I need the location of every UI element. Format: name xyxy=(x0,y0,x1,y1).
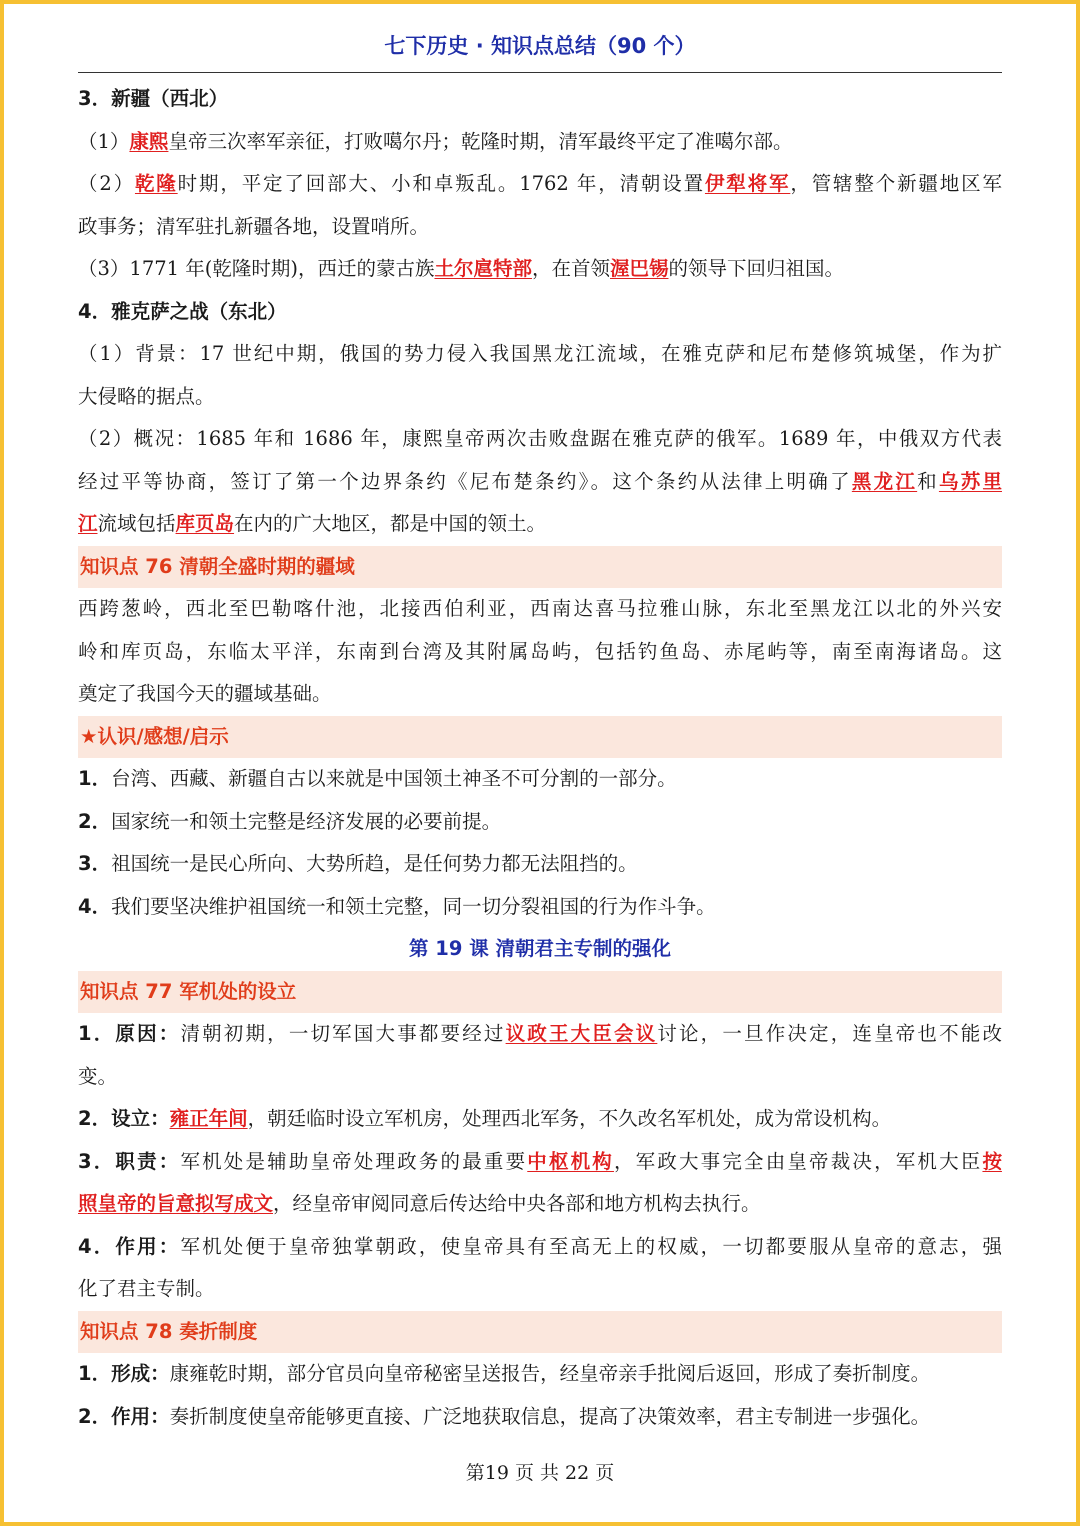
text: ，管辖整个新疆地区军 xyxy=(790,172,1002,195)
text: （3）1771 年(乾隆时期)，西迁的蒙古族 xyxy=(78,257,435,280)
knowledge-point-heading-78: 知识点 78 奏折制度 xyxy=(78,1311,1002,1354)
paragraph xyxy=(78,461,1002,504)
highlight-term: 议政王大臣会议 xyxy=(505,1022,658,1045)
text: 皇帝三次率军亲征，打败噶尔丹；乾隆时期，清军最终平定了准噶尔部。 xyxy=(168,129,793,153)
list-number: 3． xyxy=(78,852,112,875)
paragraph xyxy=(78,503,1002,546)
text: 讨论，一旦作决定，连皇帝也不能改 xyxy=(657,1022,1002,1045)
paragraph xyxy=(78,121,1002,164)
paragraph: （2）概况：1685 年和 1686 年，康熙皇帝两次击败盘踞在雅克萨的俄军。1689 年，中俄双方代表 xyxy=(78,427,1002,450)
highlight-term: 黑龙江 xyxy=(851,469,918,493)
list-number: 1． xyxy=(78,767,112,790)
paragraph: 岭和库页岛，东临太平洋，东南到台湾及其附属岛屿，包括钓鱼岛、赤尾屿等，南至南海诸岛。这 xyxy=(78,639,1002,663)
section-heading-yaksa: 4．雅克萨之战（东北） xyxy=(78,299,287,323)
paragraph xyxy=(78,163,1002,206)
item-label: 3．职责： xyxy=(78,1149,181,1173)
text: 我们要坚决维护祖国统一和领土完整，同一切分裂祖国的行为作斗争。 xyxy=(111,894,716,918)
highlight-term: 中枢机构 xyxy=(527,1149,614,1173)
insight-heading: ★认识/感想/启示 xyxy=(78,716,1002,759)
text: ，在首领 xyxy=(531,257,610,280)
text: （2） xyxy=(78,172,135,195)
list-item xyxy=(78,758,1002,801)
text: 国家统一和领土完整是经济发展的必要前提。 xyxy=(111,809,502,833)
text: 康雍乾时期，部分官员向皇帝秘密呈送报告，经皇帝亲手批阅后返回，形成了奏折制度。 xyxy=(169,1362,931,1385)
highlight-term: 康熙 xyxy=(129,129,169,153)
paragraph: 政事务；清军驻扎新疆各地，设置哨所。 xyxy=(78,214,430,238)
list-item xyxy=(78,843,1002,886)
paragraph: 奠定了我国今天的疆域基础。 xyxy=(78,682,332,705)
text: 奏折制度使皇帝能够更直接、广泛地获取信息，提高了决策效率，君主专制进一步强化。 xyxy=(169,1404,931,1428)
text: 和 xyxy=(917,469,939,493)
highlight-term: 渥巴锡 xyxy=(609,257,669,280)
text: 军机处是辅助皇帝处理政务的最重要 xyxy=(180,1149,528,1173)
document-body xyxy=(78,78,1002,1438)
paragraph xyxy=(78,248,1002,291)
highlight-term: 库页岛 xyxy=(175,512,235,535)
paragraph: 变。 xyxy=(78,1064,118,1088)
paragraph: （1）背景：17 世纪中期，俄国的势力侵入我国黑龙江流域，在雅克萨和尼布楚修筑城堡，作为扩 xyxy=(78,342,1002,365)
highlight-term: 乌苏里 xyxy=(938,469,1002,493)
paragraph: 西跨葱岭，西北至巴勒喀什池，北接西伯利亚，西南达喜马拉雅山脉，东北至黑龙江以北的外兴安 xyxy=(78,597,1002,620)
paragraph: 化了君主专制。 xyxy=(78,1277,215,1300)
text: ，军政大事完全由皇帝裁决，军机大臣 xyxy=(613,1149,983,1173)
section-heading-xinjiang: 3．新疆（西北） xyxy=(78,87,229,110)
text: 在内的广大地区，都是中国的领土。 xyxy=(234,512,547,535)
highlight-term: 照皇帝的旨意拟写成文 xyxy=(78,1192,274,1215)
list-item xyxy=(78,1353,1002,1396)
page-number: 第19 页 共 22 页 xyxy=(465,1462,615,1484)
list-item xyxy=(78,801,1002,844)
list-item xyxy=(78,1098,1002,1141)
highlight-term: 雍正年间 xyxy=(169,1107,248,1130)
highlight-term: 乾隆 xyxy=(134,172,178,195)
text: 清朝初期，一切军国大事都要经过 xyxy=(180,1022,506,1045)
highlight-term: 江 xyxy=(78,512,98,535)
text: 时期，平定了回部大、小和卓叛乱。1762 年，清朝设置 xyxy=(177,172,705,195)
item-label: 2．设立： xyxy=(78,1107,170,1130)
paragraph: 大侵略的据点。 xyxy=(78,384,215,408)
text: 经过平等协商，签订了第一个边界条约《尼布楚条约》。这个条约从法律上明确了 xyxy=(78,469,852,493)
highlight-term: 按 xyxy=(982,1149,1002,1173)
paragraph xyxy=(78,1183,1002,1226)
item-label: 2．作用： xyxy=(78,1404,170,1428)
highlight-term: 土尔扈特部 xyxy=(434,257,532,280)
header-divider xyxy=(78,72,1002,73)
list-number: 2． xyxy=(78,809,112,833)
item-label: 4．作用： xyxy=(78,1234,181,1258)
list-item xyxy=(78,1141,1002,1184)
highlight-term: 伊犁将军 xyxy=(704,172,791,195)
list-item xyxy=(78,1013,1002,1056)
lesson-title: 第 19 课 清朝君主专制的强化 xyxy=(408,937,671,960)
text: 祖国统一是民心所向、大势所趋，是任何势力都无法阻挡的。 xyxy=(111,852,638,875)
item-label: 1．原因： xyxy=(78,1022,181,1045)
list-number: 4． xyxy=(78,894,112,918)
text: ，经皇帝审阅同意后传达给中央各部和地方机构去执行。 xyxy=(273,1192,761,1215)
page-header-title: 七下历史 · 知识点总结（90 个） xyxy=(384,34,696,58)
text: ，朝廷临时设立军机房，处理西北军务，不久改名军机处，成为常设机构。 xyxy=(247,1107,892,1130)
list-item xyxy=(78,886,1002,929)
item-label: 1．形成： xyxy=(78,1362,170,1385)
text: 台湾、西藏、新疆自古以来就是中国领土神圣不可分割的一部分。 xyxy=(111,767,677,790)
knowledge-point-heading-77: 知识点 77 军机处的设立 xyxy=(78,971,1002,1014)
list-item xyxy=(78,1396,1002,1439)
text: 军机处便于皇帝独掌朝政，使皇帝具有至高无上的权威，一切都要服从皇帝的意志，强 xyxy=(180,1234,1002,1258)
text: 的领导下回归祖国。 xyxy=(668,257,845,280)
text: 流域包括 xyxy=(97,512,176,535)
knowledge-point-heading-76: 知识点 76 清朝全盛时期的疆域 xyxy=(78,546,1002,589)
list-item xyxy=(78,1226,1002,1269)
text: （1） xyxy=(78,129,130,153)
